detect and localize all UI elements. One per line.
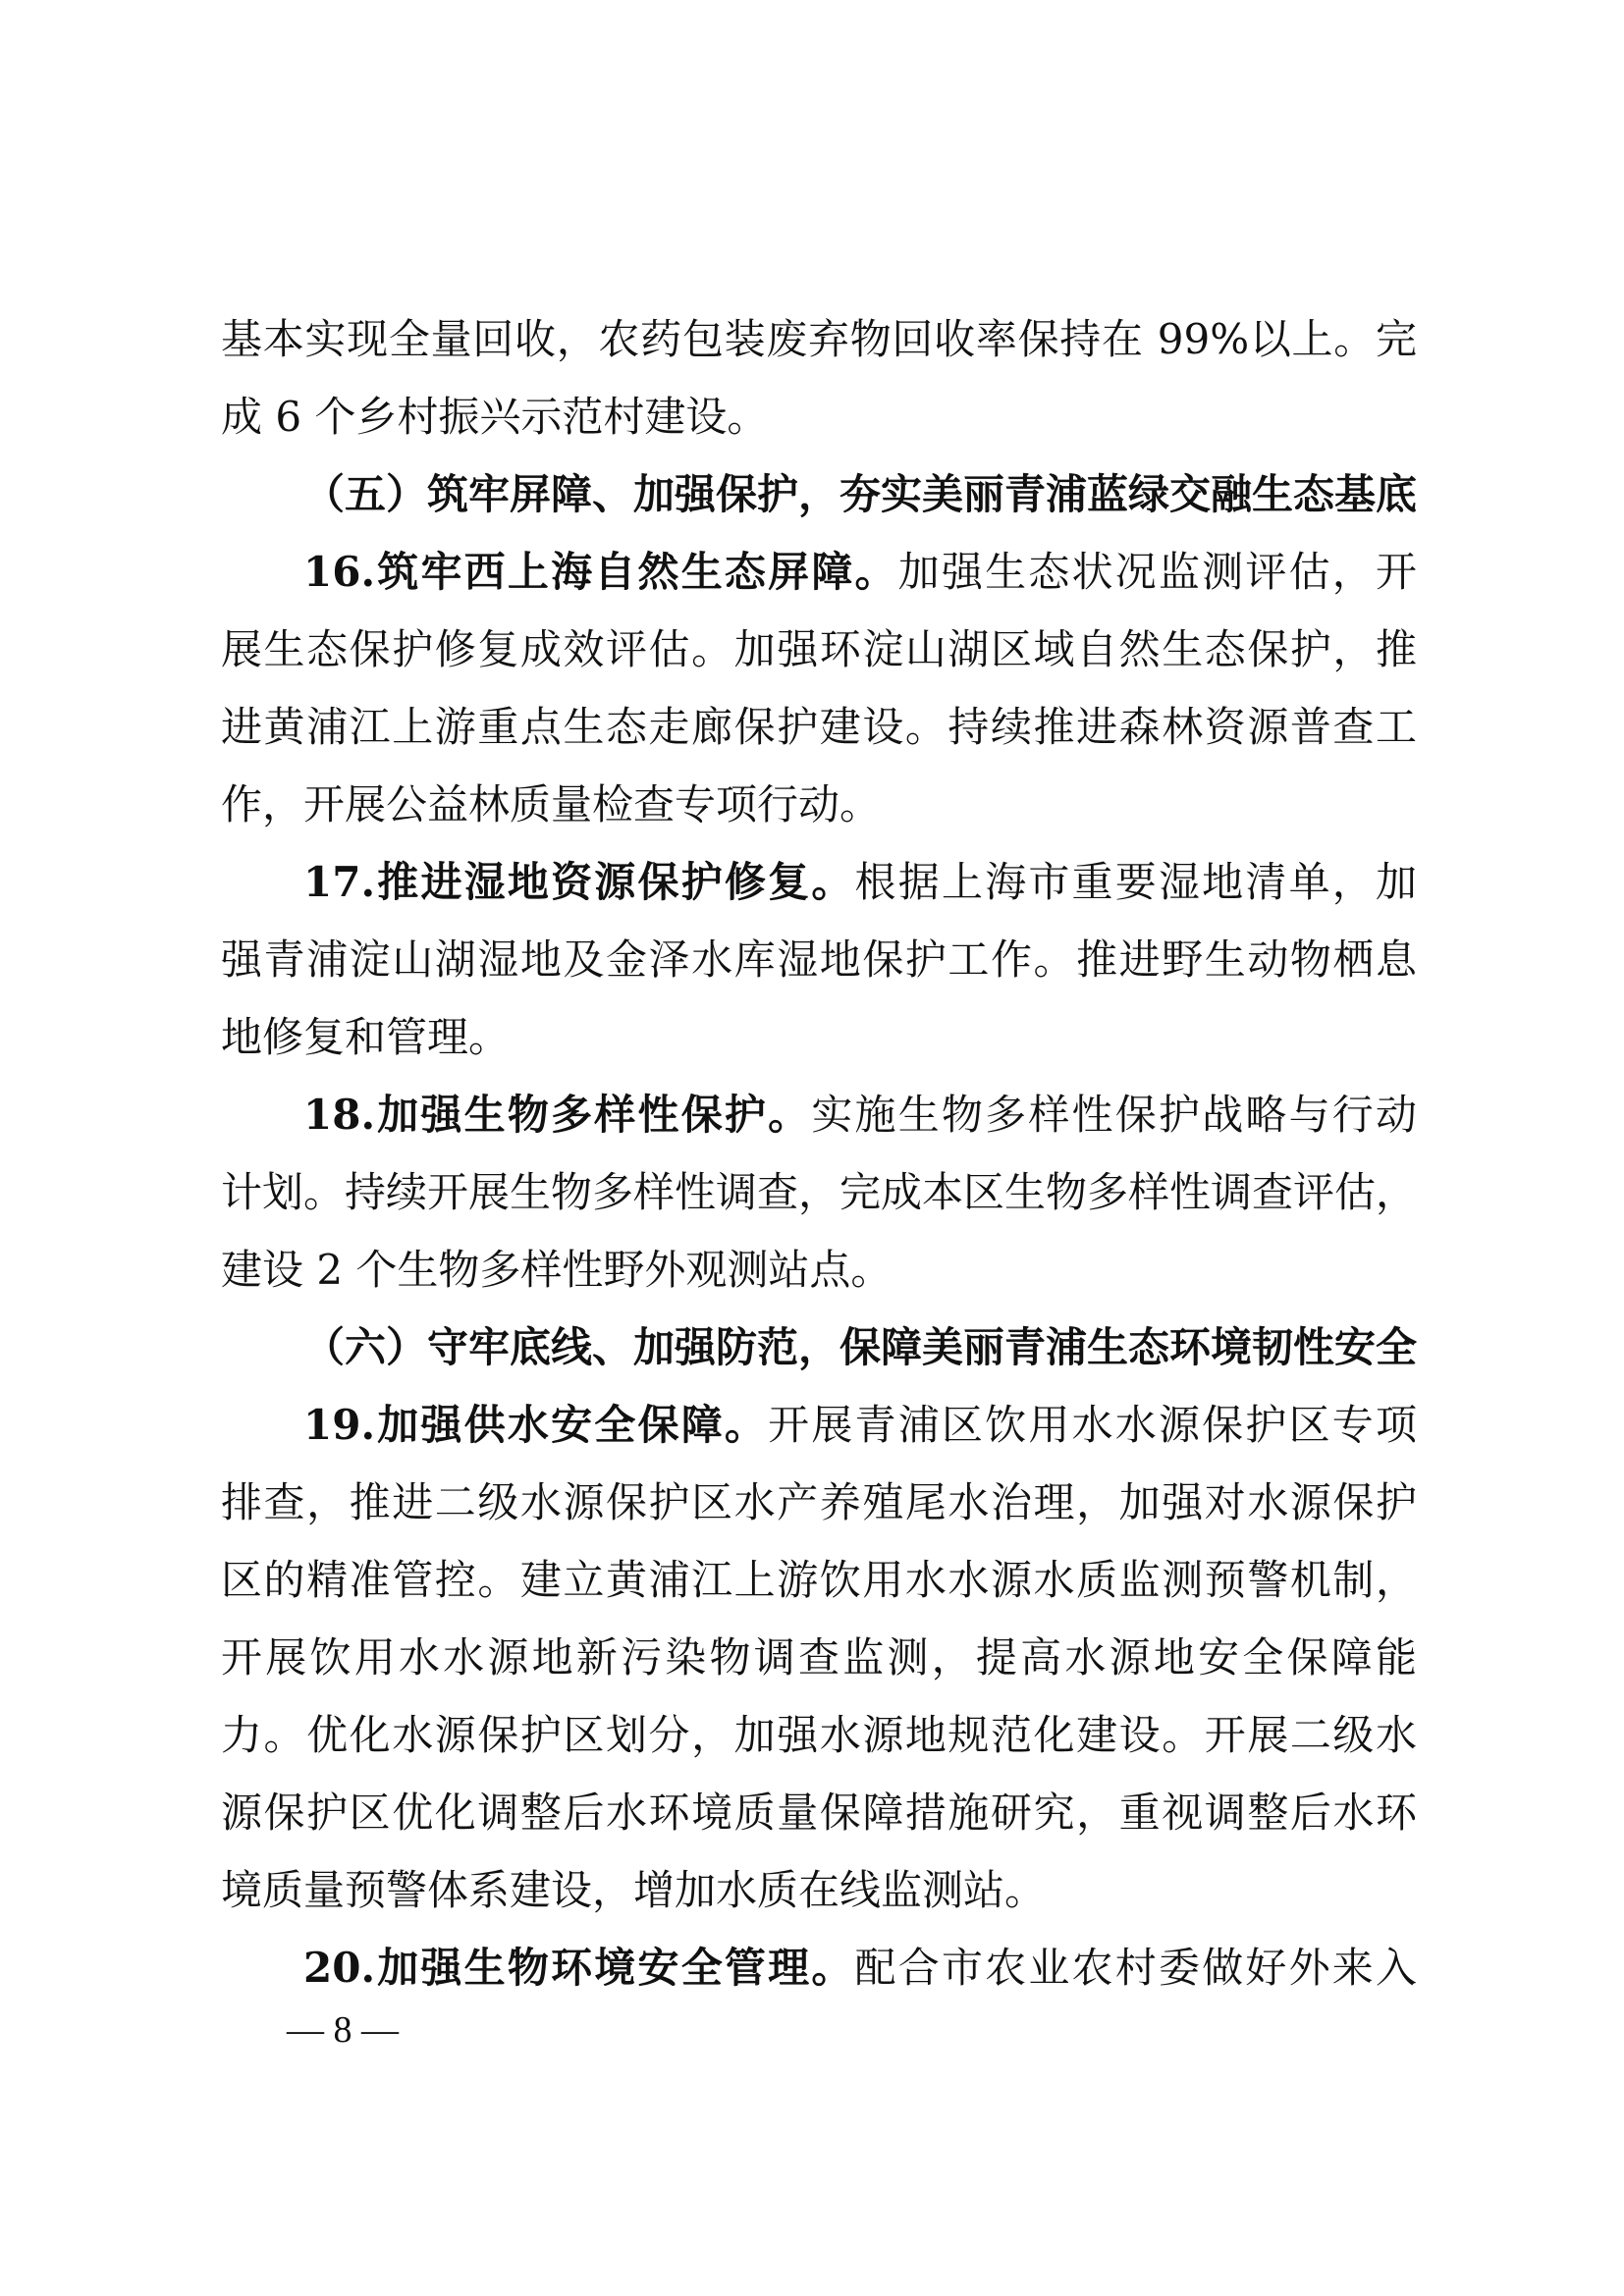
item-16-text: 加强生态状况监测评估，开 — [897, 548, 1417, 596]
item-17-first-line — [221, 843, 1417, 921]
item-16-first-line — [221, 533, 1417, 611]
paragraph-line: 建设 2 个生物多样性野外观测站点。 — [221, 1246, 893, 1294]
paragraph-line: 境质量预警体系建设，增加水质在线监测站。 — [221, 1866, 1047, 1914]
document-body — [221, 300, 1417, 2006]
paragraph-line: 区的精准管控。建立黄浦江上游饮用水水源水质监测预警机制， — [221, 1556, 1417, 1604]
item-20-text: 配合市农业农村委做好外来入 — [854, 1944, 1417, 1992]
item-18-first-line — [221, 1076, 1417, 1153]
section-heading-5: （五）筑牢屏障、加强保护，夯实美丽青浦蓝绿交融生态基底 — [303, 470, 1418, 518]
paragraph-line: 排查，推进二级水源保护区水产养殖尾水治理，加强对水源保护 — [221, 1478, 1417, 1526]
item-19-title: 19.加强供水安全保障。 — [303, 1401, 769, 1449]
paragraph-line: 作，开展公益林质量检查专项行动。 — [221, 780, 882, 828]
item-17-text: 根据上海市重要湿地清单，加 — [854, 858, 1417, 906]
item-20-first-line — [221, 1929, 1417, 2006]
paragraph-line: 展生态保护修复成效评估。加强环淀山湖区域自然生态保护，推 — [221, 625, 1417, 673]
paragraph-line: 地修复和管理。 — [221, 1013, 511, 1061]
item-19-first-line — [221, 1386, 1417, 1464]
page-number: — 8 — — [287, 2009, 399, 2051]
section-heading-6: （六）守牢底线、加强防范，保障美丽青浦生态环境韧性安全 — [303, 1323, 1418, 1371]
item-19-text: 开展青浦区饮用水水源保护区专项 — [768, 1401, 1417, 1449]
item-18-title: 18.加强生物多样性保护。 — [303, 1091, 812, 1139]
item-18-text: 实施生物多样性保护战略与行动 — [811, 1091, 1417, 1139]
paragraph-line: 基本实现全量回收，农药包装废弃物回收率保持在 99%以上。完 — [221, 315, 1417, 363]
item-20-title: 20.加强生物环境安全管理。 — [303, 1944, 855, 1992]
paragraph-line: 强青浦淀山湖湿地及金泽水库湿地保护工作。推进野生动物栖息 — [221, 935, 1417, 984]
paragraph-line: 进黄浦江上游重点生态走廊保护建设。持续推进森林资源普查工 — [221, 703, 1417, 751]
item-16-title: 16.筑牢西上海自然生态屏障。 — [303, 548, 898, 596]
item-17-title: 17.推进湿地资源保护修复。 — [303, 858, 855, 906]
paragraph-line: 计划。持续开展生物多样性调查，完成本区生物多样性调查评估， — [221, 1168, 1418, 1216]
paragraph-line: 力。优化水源保护区划分，加强水源地规范化建设。开展二级水 — [221, 1711, 1417, 1759]
paragraph-line: 开展饮用水水源地新污染物调查监测，提高水源地安全保障能 — [221, 1633, 1417, 1682]
paragraph-line: 成 6 个乡村振兴示范村建设。 — [221, 393, 769, 441]
paragraph-line: 源保护区优化调整后水环境质量保障措施研究，重视调整后水环 — [221, 1789, 1417, 1837]
